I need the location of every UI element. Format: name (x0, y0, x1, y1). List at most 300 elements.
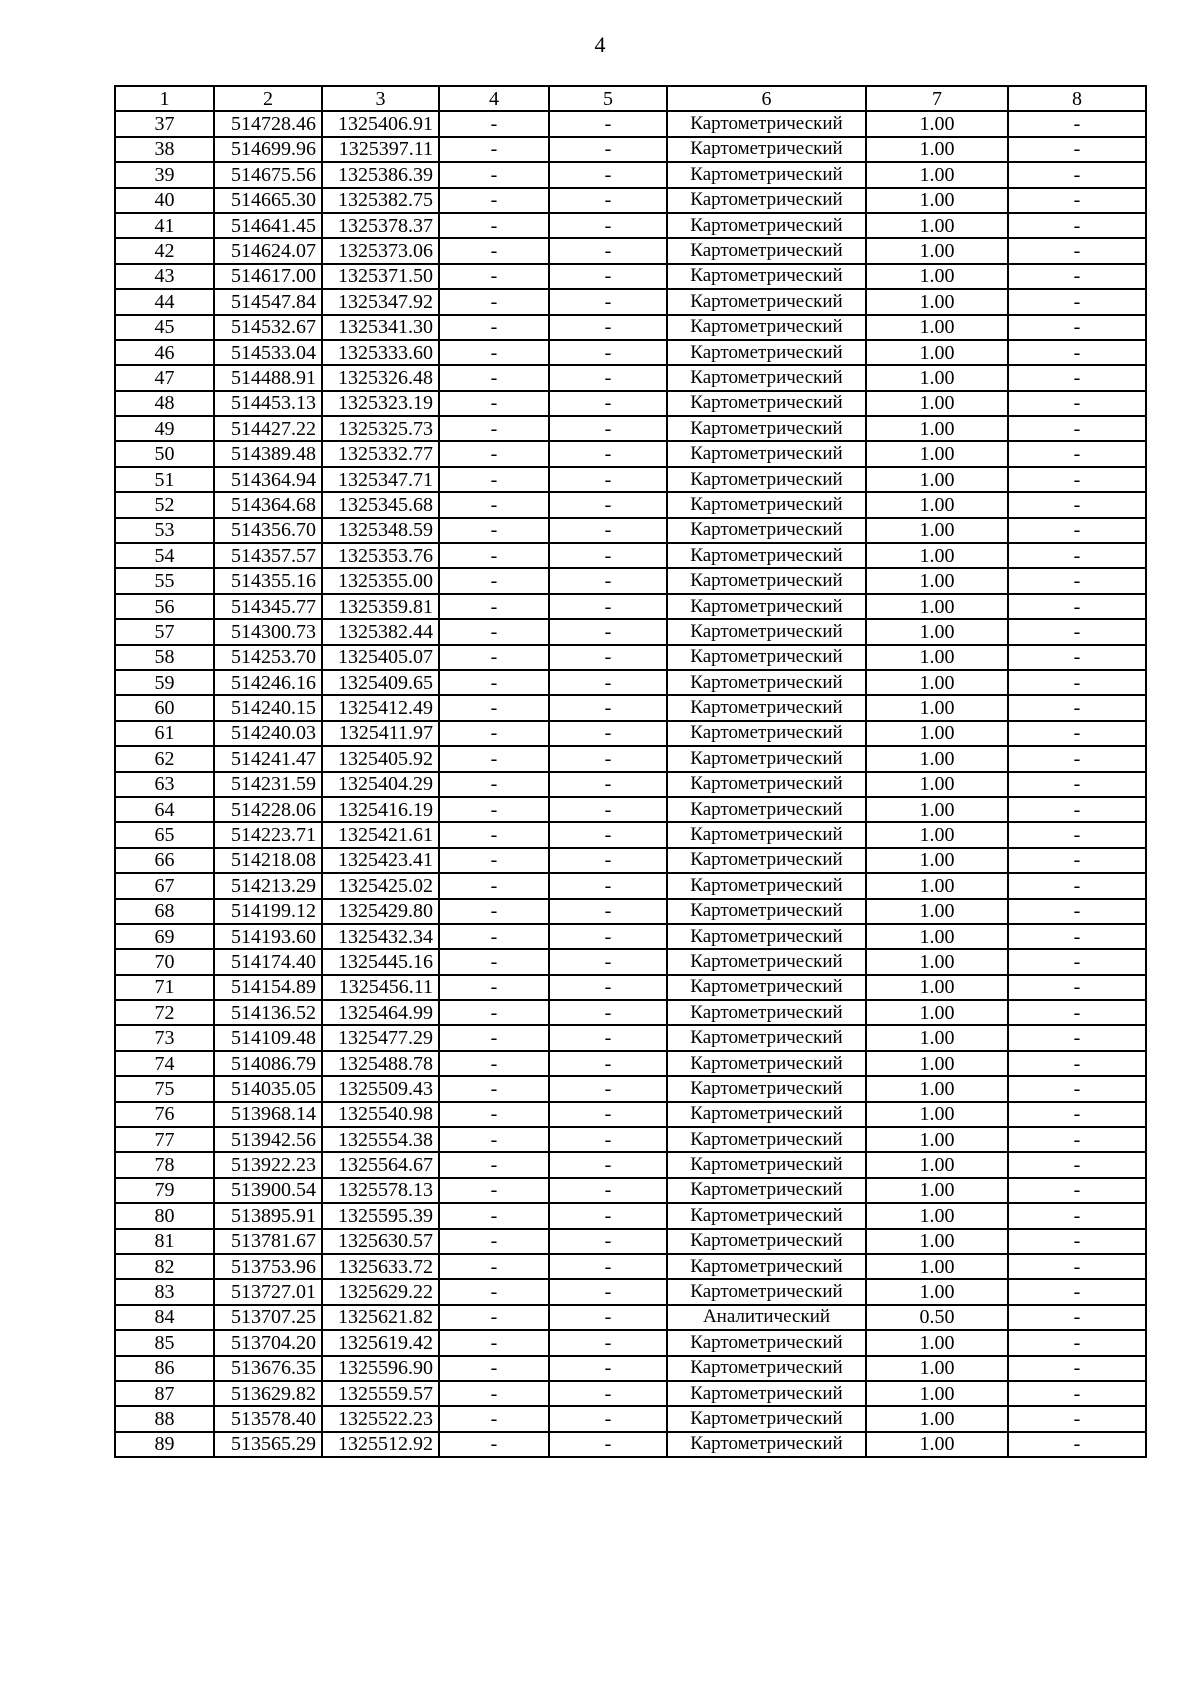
point-number-cell: 54 (115, 543, 214, 568)
table-row (115, 315, 1146, 340)
x-coordinate-cell: 514218.08 (214, 848, 322, 873)
table-row (115, 1356, 1146, 1381)
point-number-cell: 49 (115, 416, 214, 441)
x-coordinate-cell: 514246.16 (214, 670, 322, 695)
col-4-cell: - (439, 594, 549, 619)
col-8-cell: - (1008, 1381, 1146, 1406)
col-5-cell: - (549, 111, 667, 136)
y-coordinate-cell: 1325326.48 (322, 365, 439, 390)
y-coordinate-cell: 1325371.50 (322, 264, 439, 289)
accuracy-cell: 1.00 (866, 264, 1008, 289)
table-row (115, 746, 1146, 771)
table-row (115, 873, 1146, 898)
method-cell: Картометрический (667, 1254, 866, 1279)
table-row (115, 162, 1146, 187)
point-number-cell: 55 (115, 568, 214, 593)
table-row (115, 1000, 1146, 1025)
table-row (115, 441, 1146, 466)
table-row (115, 238, 1146, 263)
col-8-cell: - (1008, 264, 1146, 289)
col-4-cell: - (439, 1432, 549, 1457)
col-5-cell: - (549, 1025, 667, 1050)
table-row (115, 1279, 1146, 1304)
method-cell: Картометрический (667, 1076, 866, 1101)
accuracy-cell: 1.00 (866, 137, 1008, 162)
col-4-cell: - (439, 315, 549, 340)
point-number-cell: 76 (115, 1102, 214, 1127)
y-coordinate-cell: 1325345.68 (322, 492, 439, 517)
y-coordinate-cell: 1325416.19 (322, 797, 439, 822)
col-4-cell: - (439, 1178, 549, 1203)
col-8-cell: - (1008, 1076, 1146, 1101)
col-8-cell: - (1008, 670, 1146, 695)
table-row (115, 848, 1146, 873)
col-5-cell: - (549, 899, 667, 924)
col-4-cell: - (439, 492, 549, 517)
y-coordinate-cell: 1325406.91 (322, 111, 439, 136)
col-4-cell: - (439, 1305, 549, 1330)
col-5-cell: - (549, 797, 667, 822)
point-number-cell: 53 (115, 518, 214, 543)
col-8-cell: - (1008, 924, 1146, 949)
point-number-cell: 68 (115, 899, 214, 924)
point-number-cell: 65 (115, 822, 214, 847)
y-coordinate-cell: 1325359.81 (322, 594, 439, 619)
accuracy-cell: 1.00 (866, 721, 1008, 746)
accuracy-cell: 1.00 (866, 365, 1008, 390)
col-8-cell: - (1008, 467, 1146, 492)
col-5-cell: - (549, 848, 667, 873)
col-4-cell: - (439, 391, 549, 416)
y-coordinate-cell: 1325429.80 (322, 899, 439, 924)
col-5-cell: - (549, 721, 667, 746)
x-coordinate-cell: 514136.52 (214, 1000, 322, 1025)
col-8-cell: - (1008, 111, 1146, 136)
col-5-cell: - (549, 416, 667, 441)
accuracy-cell: 1.00 (866, 873, 1008, 898)
table-row (115, 1381, 1146, 1406)
col-5-cell: - (549, 1254, 667, 1279)
col-8-cell: - (1008, 1254, 1146, 1279)
y-coordinate-cell: 1325382.75 (322, 188, 439, 213)
y-coordinate-cell: 1325348.59 (322, 518, 439, 543)
y-coordinate-cell: 1325445.16 (322, 949, 439, 974)
method-cell: Картометрический (667, 975, 866, 1000)
y-coordinate-cell: 1325621.82 (322, 1305, 439, 1330)
y-coordinate-cell: 1325421.61 (322, 822, 439, 847)
col-5-cell: - (549, 594, 667, 619)
col-5-cell: - (549, 949, 667, 974)
accuracy-cell: 1.00 (866, 899, 1008, 924)
col-4-cell: - (439, 1356, 549, 1381)
col-4-cell: - (439, 975, 549, 1000)
col-4-cell: - (439, 873, 549, 898)
col-4-cell: - (439, 1127, 549, 1152)
point-number-cell: 59 (115, 670, 214, 695)
method-cell: Аналитический (667, 1305, 866, 1330)
x-coordinate-cell: 514665.30 (214, 188, 322, 213)
y-coordinate-cell: 1325347.92 (322, 289, 439, 314)
table-row (115, 365, 1146, 390)
table-row (115, 695, 1146, 720)
x-coordinate-cell: 514453.13 (214, 391, 322, 416)
method-cell: Картометрический (667, 1102, 866, 1127)
point-number-cell: 74 (115, 1051, 214, 1076)
col-8-cell: - (1008, 645, 1146, 670)
col-5-cell: - (549, 467, 667, 492)
accuracy-cell: 1.00 (866, 949, 1008, 974)
method-cell: Картометрический (667, 188, 866, 213)
header-cell: 2 (214, 86, 322, 111)
table-row (115, 1025, 1146, 1050)
method-cell: Картометрический (667, 1178, 866, 1203)
x-coordinate-cell: 514193.60 (214, 924, 322, 949)
col-4-cell: - (439, 619, 549, 644)
accuracy-cell: 1.00 (866, 1229, 1008, 1254)
point-number-cell: 82 (115, 1254, 214, 1279)
method-cell: Картометрический (667, 695, 866, 720)
x-coordinate-cell: 514364.94 (214, 467, 322, 492)
point-number-cell: 37 (115, 111, 214, 136)
col-4-cell: - (439, 1406, 549, 1431)
col-5-cell: - (549, 1051, 667, 1076)
y-coordinate-cell: 1325397.11 (322, 137, 439, 162)
y-coordinate-cell: 1325405.07 (322, 645, 439, 670)
col-4-cell: - (439, 543, 549, 568)
col-4-cell: - (439, 822, 549, 847)
col-4-cell: - (439, 1051, 549, 1076)
col-4-cell: - (439, 467, 549, 492)
col-5-cell: - (549, 137, 667, 162)
x-coordinate-cell: 513900.54 (214, 1178, 322, 1203)
col-4-cell: - (439, 1025, 549, 1050)
col-5-cell: - (549, 1152, 667, 1177)
col-8-cell: - (1008, 518, 1146, 543)
col-8-cell: - (1008, 137, 1146, 162)
col-5-cell: - (549, 264, 667, 289)
header-cell: 5 (549, 86, 667, 111)
method-cell: Картометрический (667, 1330, 866, 1355)
col-5-cell: - (549, 441, 667, 466)
col-4-cell: - (439, 340, 549, 365)
accuracy-cell: 1.00 (866, 772, 1008, 797)
y-coordinate-cell: 1325595.39 (322, 1203, 439, 1228)
col-8-cell: - (1008, 391, 1146, 416)
y-coordinate-cell: 1325456.11 (322, 975, 439, 1000)
col-8-cell: - (1008, 746, 1146, 771)
method-cell: Картометрический (667, 264, 866, 289)
col-5-cell: - (549, 1229, 667, 1254)
accuracy-cell: 1.00 (866, 594, 1008, 619)
table-row (115, 467, 1146, 492)
col-5-cell: - (549, 213, 667, 238)
method-cell: Картометрический (667, 1381, 866, 1406)
accuracy-cell: 1.00 (866, 1127, 1008, 1152)
method-cell: Картометрический (667, 1152, 866, 1177)
y-coordinate-cell: 1325405.92 (322, 746, 439, 771)
table-row (115, 1203, 1146, 1228)
col-8-cell: - (1008, 1279, 1146, 1304)
col-4-cell: - (439, 365, 549, 390)
col-4-cell: - (439, 213, 549, 238)
x-coordinate-cell: 513922.23 (214, 1152, 322, 1177)
table-row (115, 949, 1146, 974)
point-number-cell: 86 (115, 1356, 214, 1381)
x-coordinate-cell: 513895.91 (214, 1203, 322, 1228)
method-cell: Картометрический (667, 213, 866, 238)
table-row (115, 721, 1146, 746)
accuracy-cell: 1.00 (866, 1102, 1008, 1127)
x-coordinate-cell: 514154.89 (214, 975, 322, 1000)
table-row (115, 111, 1146, 136)
accuracy-cell: 1.00 (866, 975, 1008, 1000)
method-cell: Картометрический (667, 645, 866, 670)
col-5-cell: - (549, 772, 667, 797)
col-4-cell: - (439, 772, 549, 797)
col-8-cell: - (1008, 213, 1146, 238)
table-body (115, 86, 1146, 1457)
table-row (115, 568, 1146, 593)
col-5-cell: - (549, 315, 667, 340)
col-4-cell: - (439, 645, 549, 670)
y-coordinate-cell: 1325630.57 (322, 1229, 439, 1254)
accuracy-cell: 1.00 (866, 924, 1008, 949)
point-number-cell: 56 (115, 594, 214, 619)
x-coordinate-cell: 514240.15 (214, 695, 322, 720)
col-5-cell: - (549, 1381, 667, 1406)
y-coordinate-cell: 1325522.23 (322, 1406, 439, 1431)
y-coordinate-cell: 1325512.92 (322, 1432, 439, 1457)
col-5-cell: - (549, 1076, 667, 1101)
accuracy-cell: 1.00 (866, 340, 1008, 365)
y-coordinate-cell: 1325325.73 (322, 416, 439, 441)
col-8-cell: - (1008, 1025, 1146, 1050)
point-number-cell: 73 (115, 1025, 214, 1050)
method-cell: Картометрический (667, 1356, 866, 1381)
col-8-cell: - (1008, 695, 1146, 720)
point-number-cell: 72 (115, 1000, 214, 1025)
point-number-cell: 61 (115, 721, 214, 746)
col-8-cell: - (1008, 1000, 1146, 1025)
point-number-cell: 79 (115, 1178, 214, 1203)
col-4-cell: - (439, 899, 549, 924)
table-row (115, 1305, 1146, 1330)
col-5-cell: - (549, 1279, 667, 1304)
point-number-cell: 80 (115, 1203, 214, 1228)
table-row (115, 619, 1146, 644)
method-cell: Картометрический (667, 543, 866, 568)
col-8-cell: - (1008, 1432, 1146, 1457)
method-cell: Картометрический (667, 1000, 866, 1025)
x-coordinate-cell: 513565.29 (214, 1432, 322, 1457)
method-cell: Картометрический (667, 1203, 866, 1228)
point-number-cell: 83 (115, 1279, 214, 1304)
col-8-cell: - (1008, 289, 1146, 314)
col-5-cell: - (549, 1432, 667, 1457)
accuracy-cell: 1.00 (866, 1432, 1008, 1457)
y-coordinate-cell: 1325323.19 (322, 391, 439, 416)
point-number-cell: 64 (115, 797, 214, 822)
accuracy-cell: 1.00 (866, 797, 1008, 822)
x-coordinate-cell: 514035.05 (214, 1076, 322, 1101)
method-cell: Картометрический (667, 873, 866, 898)
header-row (115, 86, 1146, 111)
accuracy-cell: 1.00 (866, 1254, 1008, 1279)
x-coordinate-cell: 514488.91 (214, 365, 322, 390)
x-coordinate-cell: 514223.71 (214, 822, 322, 847)
point-number-cell: 42 (115, 238, 214, 263)
col-5-cell: - (549, 975, 667, 1000)
method-cell: Картометрический (667, 492, 866, 517)
point-number-cell: 51 (115, 467, 214, 492)
col-8-cell: - (1008, 975, 1146, 1000)
col-4-cell: - (439, 264, 549, 289)
accuracy-cell: 1.00 (866, 619, 1008, 644)
col-5-cell: - (549, 746, 667, 771)
col-5-cell: - (549, 543, 667, 568)
col-8-cell: - (1008, 848, 1146, 873)
y-coordinate-cell: 1325378.37 (322, 213, 439, 238)
method-cell: Картометрический (667, 1051, 866, 1076)
table-row (115, 645, 1146, 670)
x-coordinate-cell: 514364.68 (214, 492, 322, 517)
accuracy-cell: 1.00 (866, 1406, 1008, 1431)
table-row (115, 391, 1146, 416)
col-5-cell: - (549, 188, 667, 213)
col-8-cell: - (1008, 949, 1146, 974)
method-cell: Картометрический (667, 391, 866, 416)
x-coordinate-cell: 514357.57 (214, 543, 322, 568)
x-coordinate-cell: 513676.35 (214, 1356, 322, 1381)
col-8-cell: - (1008, 492, 1146, 517)
x-coordinate-cell: 514547.84 (214, 289, 322, 314)
accuracy-cell: 1.00 (866, 543, 1008, 568)
method-cell: Картометрический (667, 111, 866, 136)
method-cell: Картометрический (667, 162, 866, 187)
x-coordinate-cell: 514253.70 (214, 645, 322, 670)
x-coordinate-cell: 514533.04 (214, 340, 322, 365)
y-coordinate-cell: 1325554.38 (322, 1127, 439, 1152)
col-8-cell: - (1008, 721, 1146, 746)
col-8-cell: - (1008, 1356, 1146, 1381)
accuracy-cell: 1.00 (866, 1076, 1008, 1101)
accuracy-cell: 1.00 (866, 518, 1008, 543)
header-cell: 7 (866, 86, 1008, 111)
method-cell: Картометрический (667, 518, 866, 543)
accuracy-cell: 1.00 (866, 1051, 1008, 1076)
col-5-cell: - (549, 162, 667, 187)
col-8-cell: - (1008, 1102, 1146, 1127)
y-coordinate-cell: 1325412.49 (322, 695, 439, 720)
x-coordinate-cell: 514174.40 (214, 949, 322, 974)
col-4-cell: - (439, 1330, 549, 1355)
col-4-cell: - (439, 568, 549, 593)
accuracy-cell: 1.00 (866, 746, 1008, 771)
col-8-cell: - (1008, 1229, 1146, 1254)
point-number-cell: 88 (115, 1406, 214, 1431)
col-4-cell: - (439, 289, 549, 314)
accuracy-cell: 1.00 (866, 822, 1008, 847)
method-cell: Картометрический (667, 924, 866, 949)
col-4-cell: - (439, 1076, 549, 1101)
accuracy-cell: 1.00 (866, 111, 1008, 136)
header-cell: 3 (322, 86, 439, 111)
point-number-cell: 41 (115, 213, 214, 238)
y-coordinate-cell: 1325409.65 (322, 670, 439, 695)
col-4-cell: - (439, 848, 549, 873)
col-4-cell: - (439, 1203, 549, 1228)
table-row (115, 975, 1146, 1000)
x-coordinate-cell: 514389.48 (214, 441, 322, 466)
method-cell: Картометрический (667, 568, 866, 593)
col-5-cell: - (549, 1178, 667, 1203)
col-5-cell: - (549, 1000, 667, 1025)
accuracy-cell: 1.00 (866, 492, 1008, 517)
col-5-cell: - (549, 1127, 667, 1152)
col-8-cell: - (1008, 1051, 1146, 1076)
col-5-cell: - (549, 289, 667, 314)
col-4-cell: - (439, 721, 549, 746)
col-4-cell: - (439, 137, 549, 162)
method-cell: Картометрический (667, 594, 866, 619)
table-row (115, 1432, 1146, 1457)
col-5-cell: - (549, 1102, 667, 1127)
col-8-cell: - (1008, 188, 1146, 213)
table-row (115, 1127, 1146, 1152)
accuracy-cell: 1.00 (866, 289, 1008, 314)
method-cell: Картометрический (667, 670, 866, 695)
y-coordinate-cell: 1325559.57 (322, 1381, 439, 1406)
method-cell: Картометрический (667, 315, 866, 340)
x-coordinate-cell: 514624.07 (214, 238, 322, 263)
col-5-cell: - (549, 1356, 667, 1381)
table-row (115, 1229, 1146, 1254)
col-5-cell: - (549, 873, 667, 898)
col-8-cell: - (1008, 1330, 1146, 1355)
y-coordinate-cell: 1325432.34 (322, 924, 439, 949)
method-cell: Картометрический (667, 1406, 866, 1431)
col-5-cell: - (549, 340, 667, 365)
point-number-cell: 87 (115, 1381, 214, 1406)
y-coordinate-cell: 1325477.29 (322, 1025, 439, 1050)
point-number-cell: 39 (115, 162, 214, 187)
x-coordinate-cell: 513968.14 (214, 1102, 322, 1127)
accuracy-cell: 1.00 (866, 1000, 1008, 1025)
header-cell: 1 (115, 86, 214, 111)
accuracy-cell: 1.00 (866, 1178, 1008, 1203)
accuracy-cell: 1.00 (866, 848, 1008, 873)
method-cell: Картометрический (667, 137, 866, 162)
method-cell: Картометрический (667, 1025, 866, 1050)
header-cell: 6 (667, 86, 866, 111)
x-coordinate-cell: 513753.96 (214, 1254, 322, 1279)
point-number-cell: 58 (115, 645, 214, 670)
x-coordinate-cell: 513942.56 (214, 1127, 322, 1152)
x-coordinate-cell: 514356.70 (214, 518, 322, 543)
col-8-cell: - (1008, 315, 1146, 340)
method-cell: Картометрический (667, 848, 866, 873)
col-8-cell: - (1008, 822, 1146, 847)
method-cell: Картометрический (667, 365, 866, 390)
col-4-cell: - (439, 238, 549, 263)
accuracy-cell: 1.00 (866, 568, 1008, 593)
accuracy-cell: 1.00 (866, 213, 1008, 238)
method-cell: Картометрический (667, 1229, 866, 1254)
table-row (115, 670, 1146, 695)
point-number-cell: 50 (115, 441, 214, 466)
col-8-cell: - (1008, 238, 1146, 263)
table-row (115, 492, 1146, 517)
